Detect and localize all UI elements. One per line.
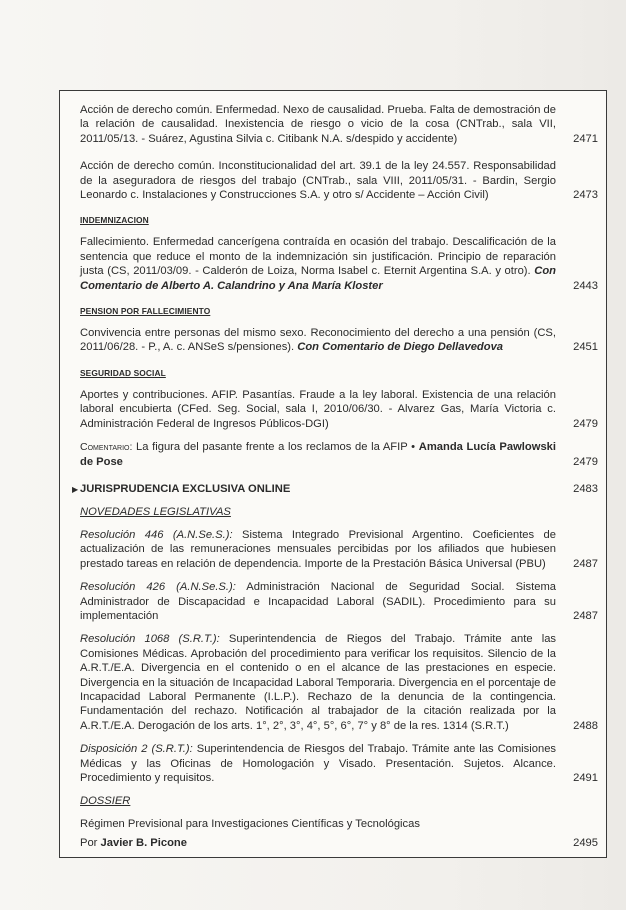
dossier-author: Javier B. Picone [100, 836, 187, 849]
page-number: 2473 [573, 189, 598, 202]
entry-main-text: Sistema Integrado Previsional Argentino. Coeficientes de actualización de las remuneraciones mensuales percibidas por los afiliados que hubiesen prestado tareas en relación de dependencia. Importe de la Prestación Básica Universal (PBU) [80, 528, 556, 570]
entry-text [80, 836, 600, 850]
entry-ref: Disposición 2 (S.R.T.): [80, 743, 193, 756]
comentario-text: La figura del pasante frente a los reclamos de la AFIP • [136, 441, 416, 454]
page-number: 2479 [573, 417, 598, 430]
entry-text [80, 580, 600, 623]
entry-comment: Con Comentario de Alberto A. Calandrino y Ana María Kloster [80, 265, 557, 292]
online-label: JURISPRUDENCIA EXCLUSIVA ONLINE [80, 482, 291, 495]
page-number: 2471 [573, 132, 598, 145]
page-number: 2488 [573, 719, 598, 732]
toc-entry [80, 103, 600, 146]
entry-text [80, 632, 600, 733]
toc-entry [80, 159, 600, 202]
entry-text [80, 528, 600, 571]
section-heading-indemnizacion: INDEMNIZACION [80, 215, 149, 226]
entry-main-text: Convivencia entre personas del mismo sexo. Reconocimiento del derecho a una pensión (CS, 2011/06/28. - P., A. c. ANSeS s/pensiones). [80, 327, 556, 354]
entry-main-text: Superintendencia de Riesgos del Trabajo. Trámite ante las Comisiones Médicas y las Oficinas de Homologación y Visado. Presentación. Sujetos. Alcance. Procedimiento y requisitos. [80, 743, 557, 784]
toc-entry-comentario [80, 440, 600, 469]
page-number: 2495 [573, 836, 598, 849]
page-number: 2491 [573, 772, 598, 784]
entry-text [80, 235, 600, 293]
entry-comment: Con Comentario de Diego Dellavedova [297, 341, 504, 354]
page-number: 2479 [573, 455, 598, 468]
entry-text [80, 326, 600, 355]
entry-main-text: Administración Nacional de Seguridad Social. Sistema Administrador de Discapacidad e Incapacidad Laboral (SADIL). Procedimiento para su implementación [80, 581, 556, 622]
entry-text: Acción de derecho común. Enfermedad. Nexo de causalidad. Prueba. Falta de demostración de la relación de causalidad. Inexistencia de riesgo o vicio de la cosa (CNTrab., sala VII, 2011/05/13. - Suárez, Agustina Silvia c. Citibank N.A. s/despido y accidente) [80, 104, 556, 145]
page-number: 2487 [573, 557, 598, 570]
entry-ref: Resolución 426 (A.N.Se.S.): [80, 581, 236, 594]
page-number: 2483 [573, 482, 598, 495]
toc-entry [80, 742, 600, 785]
entry-ref: Resolución 1068 (S.R.T.): [80, 633, 220, 646]
table-of-contents [72, 103, 600, 850]
entry-text: Acción de derecho común. Inconstitucionalidad del art. 39.1 de la ley 24.557. Responsabilidad de la aseguradora de riesgos del trabajo (CNTrab., sala VIII, 2011/05/31. - Bardin, Sergio Leonardo c. Instalaciones y Construcciones S.A. y otro s/ Accidente – Acción Civil) [80, 160, 556, 202]
page-number: 2451 [573, 341, 598, 354]
triangle-right-icon: ▶ [72, 484, 79, 494]
toc-entry [80, 235, 600, 293]
toc-entry-author [80, 836, 600, 850]
online-jurisprudence-entry [72, 482, 600, 496]
page-number: 2443 [573, 279, 598, 292]
toc-entry [80, 580, 600, 623]
entry-text [80, 742, 600, 785]
comentario-label: Comentario: [80, 441, 133, 454]
section-heading-novedades: NOVEDADES LEGISLATIVAS [80, 505, 231, 518]
entry-text: Aportes y contribuciones. AFIP. Pasantías. Fraude a la ley laboral. Existencia de una relación laboral encubierta (CFed. Seg. Social, sala I, 2010/06/30. - Alvarez Gas, María Victoria c. Administración Federal de Ingresos Públicos-DGI) [80, 388, 556, 430]
section-heading-pension: PENSION POR FALLECIMIENTO [80, 306, 211, 317]
page-number: 2487 [573, 609, 598, 622]
toc-entry [80, 388, 600, 431]
por-label: Por [80, 836, 98, 849]
entry-main-text: Fallecimiento. Enfermedad cancerígena contraída en ocasión del trabajo. Descalificación de la sentencia que reduce el monto de la indemnización sin justificación. Principio de reparación justa (CS, 2011/03/09. - Calderón de Loiza, Norma Isabel c. Eternit Argentina S.A. y otro). [80, 236, 556, 278]
toc-entry [80, 528, 600, 571]
entry-main-text: Superintendencia de Riegos del Trabajo. Trámite ante las Comisiones Médicas. Aprobación del procedimiento para verificar los requisitos. Silencio de la A.R.T./E.A. Divergencia en el contenido o en el alcance de las prestaciones en especie. Divergencia en la situación de Incapacidad Laboral Temporaria. Divergencia en el porcentaje de Incapacidad Laboral Permanente (I.L.P.). Rechazo de la denuncia de la contingencia. Fundamentación del rechazo. Notificación al trabajador de la citación realizada por la A.R.T./E.A. Derogación de los arts. 1°, 2°, 3°, 4°, 5°, 6°, 7° y 8° de la res. 1314 (S.R.T.) [80, 633, 557, 732]
section-heading-dossier: DOSSIER [80, 795, 131, 808]
toc-entry [80, 326, 600, 355]
toc-entry [80, 817, 600, 831]
section-heading-seguridad-social: SEGURIDAD SOCIAL [80, 367, 166, 378]
entry-text [80, 440, 600, 469]
comentario-author: Amanda Lucía Pawlowski de Pose [80, 441, 557, 468]
toc-entry [80, 632, 600, 733]
entry-ref: Resolución 446 (A.N.Se.S.): [80, 528, 233, 541]
entry-text: Régimen Previsional para Investigaciones Científicas y Tecnológicas [80, 818, 420, 831]
